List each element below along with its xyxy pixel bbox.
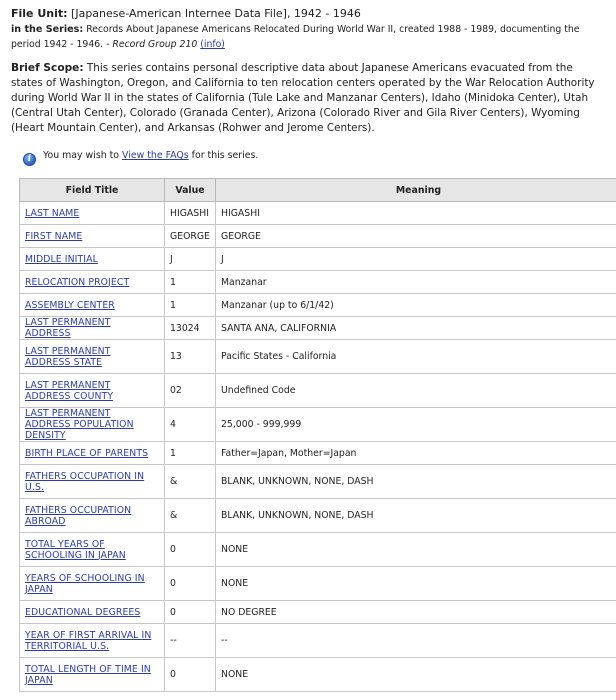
field-title-cell — [20, 340, 165, 374]
table-row — [20, 294, 616, 317]
value-cell: 0 — [165, 533, 216, 567]
meaning-cell: GEORGE — [216, 225, 616, 248]
column-header-value: Value — [165, 179, 216, 202]
series-value: Records About Japanese Americans Relocated During World War II, created 1988 - 1989, documenting the period 1942 - 1946. - — [11, 24, 580, 50]
field-title-link[interactable]: BIRTH PLACE OF PARENTS — [25, 447, 149, 459]
file-unit-line — [11, 6, 605, 21]
field-title-link[interactable]: FATHERS OCCUPATION IN U.S. — [25, 470, 145, 493]
field-title-cell — [20, 294, 165, 317]
value-cell: J — [165, 248, 216, 271]
value-cell: 02 — [165, 374, 216, 408]
field-title-link[interactable]: YEAR OF FIRST ARRIVAL IN TERRITORIAL U.S. — [25, 629, 152, 652]
field-title-cell — [20, 658, 165, 692]
table-row — [20, 601, 616, 624]
brief-scope — [11, 61, 605, 136]
field-title-link[interactable]: LAST PERMANENT ADDRESS POPULATION DENSITY — [25, 408, 134, 441]
meaning-cell: HIGASHI — [216, 202, 616, 225]
field-title-link[interactable]: MIDDLE INITIAL — [25, 253, 98, 265]
column-header-field-title: Field Title — [20, 179, 165, 202]
field-title-cell — [20, 601, 165, 624]
value-cell: & — [165, 499, 216, 533]
value-cell: -- — [165, 624, 216, 658]
info-link[interactable]: (info) — [200, 39, 225, 50]
meaning-cell: Manzanar — [216, 271, 616, 294]
series-label: in the Series: — [11, 24, 84, 35]
field-title-cell — [20, 465, 165, 499]
meaning-cell: Pacific States - California — [216, 340, 616, 374]
field-title-cell — [20, 567, 165, 601]
field-title-cell — [20, 317, 165, 340]
meaning-cell: Manzanar (up to 6/1/42) — [216, 294, 616, 317]
value-cell: 1 — [165, 271, 216, 294]
value-cell: 1 — [165, 442, 216, 465]
field-title-cell — [20, 533, 165, 567]
table-row — [20, 317, 616, 340]
meaning-cell: NO DEGREE — [216, 601, 616, 624]
field-table — [19, 178, 616, 692]
value-cell: 13024 — [165, 317, 216, 340]
series-line — [11, 22, 605, 52]
record-group: Record Group 210 — [112, 39, 198, 50]
field-title-link[interactable]: EDUCATIONAL DEGREES — [25, 606, 141, 618]
meaning-cell: NONE — [216, 533, 616, 567]
meaning-cell: J — [216, 248, 616, 271]
meaning-cell: NONE — [216, 658, 616, 692]
brief-scope-text: This series contains personal descriptive data about Japanese Americans evacuated from the states of Washington, Oregon, and California to ten relocation centers operated by the War Relocation Authority during World War II in the states of California (Tule Lake and Manzanar Centers), Idaho (Minidoka Center), Utah (Central Utah Center), Colorado (Granada Center), Arizona (Colorado River and Gila River Centers), Wyoming (Heart Mountain Center), and Arkansas (Rohwer and Jerome Centers). — [11, 62, 595, 134]
field-title-cell — [20, 499, 165, 533]
column-header-meaning: Meaning — [216, 179, 616, 202]
table-row — [20, 442, 616, 465]
faq-after: for this series. — [191, 150, 259, 161]
meaning-cell: 25,000 - 999,999 — [216, 408, 616, 442]
field-title-cell — [20, 442, 165, 465]
field-title-cell — [20, 374, 165, 408]
field-title-cell — [20, 624, 165, 658]
field-title-link[interactable]: RELOCATION PROJECT — [25, 276, 130, 288]
value-cell: 4 — [165, 408, 216, 442]
field-title-cell — [20, 202, 165, 225]
value-cell: 13 — [165, 340, 216, 374]
meaning-cell: SANTA ANA, CALIFORNIA — [216, 317, 616, 340]
value-cell: 1 — [165, 294, 216, 317]
table-row — [20, 225, 616, 248]
field-title-cell — [20, 225, 165, 248]
faq-notice — [11, 149, 605, 163]
field-title-cell — [20, 271, 165, 294]
table-row — [20, 499, 616, 533]
table-row — [20, 271, 616, 294]
meaning-cell: NONE — [216, 567, 616, 601]
table-header-row — [20, 179, 616, 202]
field-title-link[interactable]: ASSEMBLY CENTER — [25, 299, 115, 311]
field-title-link[interactable]: TOTAL LENGTH OF TIME IN JAPAN — [25, 663, 151, 686]
faq-before: You may wish to — [43, 150, 120, 161]
brief-scope-label: Brief Scope: — [11, 62, 84, 74]
field-title-link[interactable]: LAST PERMANENT ADDRESS STATE — [25, 345, 111, 368]
field-title-link[interactable]: LAST PERMANENT ADDRESS COUNTY — [25, 379, 114, 402]
table-row — [20, 624, 616, 658]
value-cell: GEORGE — [165, 225, 216, 248]
table-row — [20, 567, 616, 601]
value-cell: & — [165, 465, 216, 499]
table-row — [20, 248, 616, 271]
table-row — [20, 658, 616, 692]
table-row — [20, 340, 616, 374]
field-title-link[interactable]: LAST PERMANENT ADDRESS — [25, 317, 111, 339]
table-row — [20, 202, 616, 225]
field-title-link[interactable]: FIRST NAME — [25, 230, 83, 242]
field-title-link[interactable]: YEARS OF SCHOOLING IN JAPAN — [25, 572, 145, 595]
field-title-link[interactable]: FATHERS OCCUPATION ABROAD — [25, 504, 132, 527]
meaning-cell: BLANK, UNKNOWN, NONE, DASH — [216, 465, 616, 499]
field-title-link[interactable]: TOTAL YEARS OF SCHOOLING IN JAPAN — [25, 538, 126, 561]
field-title-link[interactable]: LAST NAME — [25, 207, 80, 219]
field-title-cell — [20, 408, 165, 442]
value-cell: 0 — [165, 601, 216, 624]
table-body — [20, 202, 616, 692]
table-row — [20, 408, 616, 442]
value-cell: HIGASHI — [165, 202, 216, 225]
field-title-cell — [20, 248, 165, 271]
meaning-cell: Undefined Code — [216, 374, 616, 408]
table-row — [20, 533, 616, 567]
file-unit-label: File Unit: — [11, 7, 68, 20]
value-cell: 0 — [165, 658, 216, 692]
file-unit-value: [Japanese-American Internee Data File], 1942 - 1946 — [71, 7, 361, 20]
info-icon: i — [23, 153, 36, 166]
meaning-cell: -- — [216, 624, 616, 658]
value-cell: 0 — [165, 567, 216, 601]
faq-link[interactable]: View the FAQs — [122, 150, 189, 161]
table-row — [20, 465, 616, 499]
meaning-cell: Father=Japan, Mother=Japan — [216, 442, 616, 465]
table-row — [20, 374, 616, 408]
meaning-cell: BLANK, UNKNOWN, NONE, DASH — [216, 499, 616, 533]
